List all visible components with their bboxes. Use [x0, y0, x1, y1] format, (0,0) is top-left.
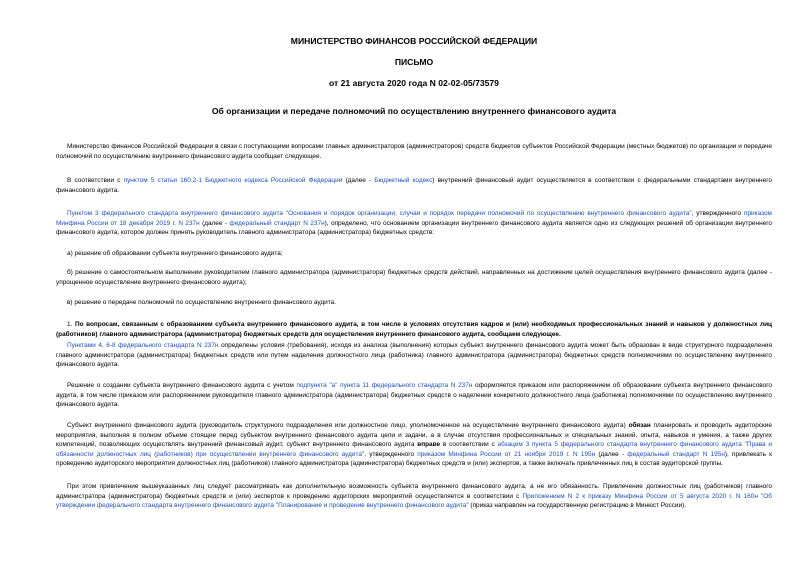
text: Министерство финансов Российской Федерации в связи с поступающими вопросами главных администраторов (администраторов) средств бюджетов субъектов Российской Федерации (местных бюджетов) по организации и передаче полномочий по осуществлению внутреннего финансового аудита сообщает следующее. — [56, 143, 772, 160]
text: В соответствии с — [67, 177, 124, 184]
text: определены условия (требования), исходя из анализа (выполнения) которых субъект внутреннего финансового аудита может быть образован в виде структурного подразделения главного администратора (администратора) бюджетных средств или путем наделения должностного лица (работника) главного администратора (администратора) бюджетных средств полномочиями по осуществлению внутреннего финансового аудита. — [56, 342, 772, 369]
link-budget-code-article[interactable]: пунктом 5 статьи 160.2-1 Бюджетного кодекса Российской Федерации — [123, 177, 343, 184]
link-order-237n[interactable]: приказом Минфина России от 18 декабря 2019 г. N 237н — [56, 210, 772, 227]
paragraph-points-4-8 — [56, 341, 772, 370]
text: 1. — [67, 321, 75, 328]
text: (приказ направлен на государственную регистрацию в Минюст России). — [468, 502, 687, 510]
text: Субъект внутреннего финансового аудита (руководитель структурного подразделения или должностное лицо, уполномоченное на осуществление внутреннего финансового аудита) — [67, 422, 629, 429]
text: в) решение о передаче полномочий по осуществлению внутреннего финансового аудита. — [67, 299, 337, 306]
link-subpoint-a-point-11[interactable]: подпункта "а" пункта 11 федерального стандарта N 237н — [296, 382, 473, 389]
link-appendix-2-order-160n[interactable]: Приложением N 2 к приказу Минфина России от 5 августа 2020 г. N 160н "Об утверждении федерального стандарта внутреннего финансового аудита "Планирование и проведение внутреннего финансового аудита" — [56, 492, 772, 510]
text: (далее - — [342, 177, 375, 184]
text: , утвержденного — [691, 210, 744, 217]
paragraph-option-b — [56, 268, 772, 287]
paragraph-section-1 — [56, 320, 772, 339]
paragraph-standard-237 — [56, 209, 772, 238]
link-order-195n[interactable]: приказом Минфина России от 21 ноября 2019 г. N 195н — [417, 450, 596, 458]
link-standard-237-point-3[interactable]: Пунктом 3 федерального стандарта внутреннего финансового аудита "Основания и порядок организации, случаи и порядок передачи полномочий по осуществлению внутреннего финансового аудита" — [67, 210, 692, 217]
link-budget-code[interactable]: Бюджетный кодекс — [374, 177, 433, 184]
link-standard-237n[interactable]: федеральный стандарт N 237н — [229, 219, 325, 227]
text: оформляется приказом или распоряжением об образовании субъекта внутреннего финансового аудита, в том числе приказом или распоряжением руководителя главного администратора (администратора) бюджетных средств о наделении конкретного должностного лица (работника) полномочиями по осуществлению внутреннего финансового аудита. — [56, 382, 772, 409]
link-standard-195-point-5[interactable]: абзацем 3 пункта 5 федерального стандарта внутреннего финансового аудита "Права и обязанности должностных лиц (работников) при осуществлении внутреннего финансового аудита" — [56, 441, 773, 458]
document-date-number: от 21 августа 2020 года N 02-02-05/73579 — [329, 78, 499, 88]
paragraph-option-c — [56, 298, 772, 308]
text: планировать и проводить аудиторские мероприятия, выполняя в полном объеме стоящие перед субъектом внутреннего финансового аудита цели и задачи, а в случае отсутствия профессиональных и специальных знаний, опыта, навыков и умения, а также других компетенций, позволяющих осуществлять внутренний финансовый аудит, субъект внутреннего финансового аудита — [56, 422, 772, 449]
paragraph-audit-subject — [56, 421, 772, 469]
text: ) внутренний финансовый аудит осуществляется в соответствии с федеральными стандартами внутреннего финансового аудита. — [56, 177, 772, 194]
text: ), привлекать к проведению аудиторского мероприятия должностных лиц (работников) главного администратора (администратора) бюджетных средств и (или) экспертов, а также включать привлеченных лиц в состав аудиторской группы. — [56, 450, 772, 468]
bold-text: вправе — [417, 441, 441, 449]
paragraph-intro — [56, 142, 772, 161]
ministry-heading: МИНИСТЕРСТВО ФИНАНСОВ РОССИЙСКОЙ ФЕДЕРАЦИИ — [290, 36, 538, 46]
text: (далее - — [595, 450, 628, 458]
text: Решение о создании субъекта внутреннего финансового аудита с учетом — [67, 382, 297, 389]
bold-text: По вопросам, связанным с образованием субъекта внутреннего финансового аудита, в том числе в условиях отсутствия кадров и (или) необходимых профессиональных знаний и навыков у должностных лиц (работников) главного администратора (администратора) бюджетных средств для осуществления внутреннего финансового аудита, сообщаем следующее. — [56, 321, 772, 338]
paragraph-involvement — [56, 482, 772, 511]
paragraph-option-a — [56, 249, 772, 259]
text: б) решение о самостоятельном выполнении руководителем главного администратора (администратора) бюджетных средств действий, направленных на достижение целей осуществления внутреннего финансового аудита (далее - упрощенное осуществление внутреннего финансового аудита); — [56, 269, 772, 286]
link-points-4-8-standard-237n[interactable]: Пунктами 4, 6-8 федерального стандарта N 237н — [67, 342, 219, 349]
text: , утвержденного — [364, 450, 418, 458]
bold-text: обязан — [628, 422, 651, 429]
text: При этом привлечение вышеуказанных лиц следует рассматривать как дополнительную возможность субъекта внутреннего финансового аудита, а не его обязанность. Привлечение должностных лиц (работников) главного администратора (администратора) бюджетных средств и (или) экспертов к проведению аудиторских мероприятий осуществляется в соответствии с — [56, 483, 772, 500]
text: в соответствии с — [440, 441, 498, 449]
link-standard-195n[interactable]: федеральный стандарт N 195н — [627, 450, 725, 458]
document-type: ПИСЬМО — [394, 57, 434, 67]
paragraph-decision — [56, 381, 772, 410]
paragraph-budget-code — [56, 176, 772, 195]
document-title: Об организации и передаче полномочий по осуществлению внутреннего финансового аудита — [211, 106, 617, 116]
text: (далее - — [199, 219, 230, 227]
text: а) решение об образовании субъекта внутреннего финансового аудита; — [67, 250, 283, 257]
text: ), определено, что основанием организации внутреннего финансового аудита является одно из следующих решений об организации внутреннего финансового аудита, которое должен принять руководитель главного администратора (администратора) бюджетных средств: — [56, 219, 772, 237]
